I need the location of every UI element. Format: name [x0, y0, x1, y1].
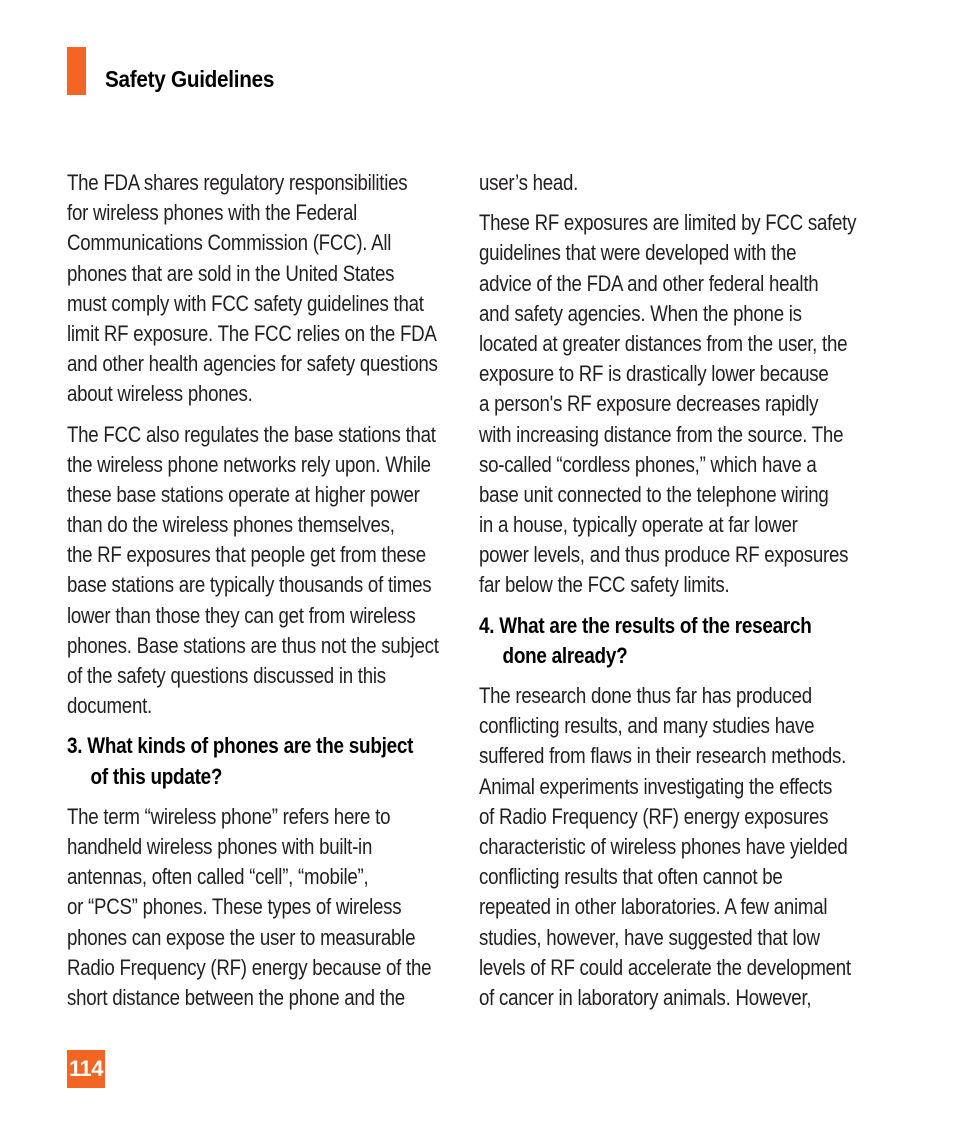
text-line: Animal experiments investigating the effects: [479, 773, 833, 799]
text-line: the wireless phone networks rely upon. While: [67, 451, 431, 477]
text-line: exposure to RF is drastically lower because: [479, 361, 829, 387]
text-line: far below the FCC safety limits.: [479, 572, 730, 598]
text-line: characteristic of wireless phones have yielded: [479, 833, 848, 859]
text-line: lower than those they can get from wireless: [67, 602, 416, 628]
text-line: conflicting results that often cannot be: [479, 864, 783, 890]
section-title: Safety Guidelines: [105, 66, 275, 92]
text-line: The research done thus far has produced: [479, 683, 812, 708]
text-line: so-called “cordless phones,” which have a: [479, 451, 817, 477]
text-line: handheld wireless phones with built-in: [67, 833, 373, 859]
text-line: must comply with FCC safety guidelines that: [67, 290, 424, 316]
heading-line: of this update?: [90, 763, 223, 789]
text-line: The FDA shares regulatory responsibilities: [67, 170, 408, 195]
paragraph: [67, 420, 451, 722]
paragraph: [479, 168, 864, 198]
text-line: located at greater distances from the user, the: [479, 330, 848, 356]
paragraph: [479, 681, 864, 1013]
text-line: or “PCS” phones. These types of wireless: [67, 894, 402, 920]
text-line: The FCC also regulates the base stations that: [67, 421, 436, 447]
text-line: antennas, often called “cell”, “mobile”,: [67, 864, 369, 890]
text-line: Communications Commission (FCC). All: [67, 230, 392, 256]
text-line: base unit connected to the telephone wiring: [479, 481, 829, 507]
text-line: advice of the FDA and other federal health: [479, 270, 819, 296]
text-line: The term “wireless phone” refers here to: [67, 803, 391, 829]
text-line: with increasing distance from the source. The: [479, 421, 844, 447]
text-line: and other health agencies for safety questions: [67, 351, 438, 377]
text-line: about wireless phones.: [67, 381, 253, 407]
text-line: studies, however, have suggested that low: [479, 924, 820, 950]
paragraph: [67, 168, 451, 410]
text-line: power levels, and thus produce RF exposures: [479, 542, 849, 568]
text-line: phones that are sold in the United States: [67, 260, 395, 286]
heading-line: 4. What are the results of the research: [479, 612, 812, 638]
question-heading: [479, 611, 864, 671]
text-line: document.: [67, 693, 152, 719]
text-line: suffered from flaws in their research methods.: [479, 743, 847, 769]
text-line: short distance between the phone and the: [67, 984, 405, 1010]
right-column: [479, 168, 864, 1013]
text-line: base stations are typically thousands of times: [67, 572, 432, 598]
question-heading: [67, 731, 451, 791]
text-line: guidelines that were developed with the: [479, 240, 797, 266]
text-line: phones can expose the user to measurable: [67, 924, 416, 950]
heading-line: 3. What kinds of phones are the subject: [67, 733, 414, 759]
text-line: user’s head.: [479, 170, 579, 195]
text-line: repeated in other laboratories. A few animal: [479, 894, 828, 920]
text-line: levels of RF could accelerate the development: [479, 954, 851, 980]
heading-line: done already?: [502, 642, 628, 668]
section-accent-bar: [67, 47, 86, 95]
text-line: than do the wireless phones themselves,: [67, 512, 395, 538]
text-line: limit RF exposure. The FCC relies on the FDA: [67, 320, 437, 346]
text-line: conflicting results, and many studies have: [479, 713, 815, 739]
text-line: of cancer in laboratory animals. However,: [479, 984, 812, 1010]
text-line: the RF exposures that people get from these: [67, 542, 426, 568]
text-line: Radio Frequency (RF) energy because of the: [67, 954, 432, 980]
text-line: in a house, typically operate at far lower: [479, 512, 798, 538]
text-line: These RF exposures are limited by FCC safety: [479, 210, 857, 236]
text-line: of the safety questions discussed in this: [67, 663, 386, 688]
paragraph: [67, 802, 451, 1013]
left-column: [67, 168, 451, 1013]
text-line: for wireless phones with the Federal: [67, 200, 357, 226]
text-line: and safety agencies. When the phone is: [479, 300, 802, 326]
paragraph: [479, 208, 864, 600]
text-line: a person's RF exposure decreases rapidly: [479, 391, 819, 417]
text-line: of Radio Frequency (RF) energy exposures: [479, 803, 829, 829]
text-line: these base stations operate at higher power: [67, 481, 420, 507]
page-number: 114: [67, 1050, 105, 1088]
text-line: phones. Base stations are thus not the subject: [67, 632, 439, 658]
